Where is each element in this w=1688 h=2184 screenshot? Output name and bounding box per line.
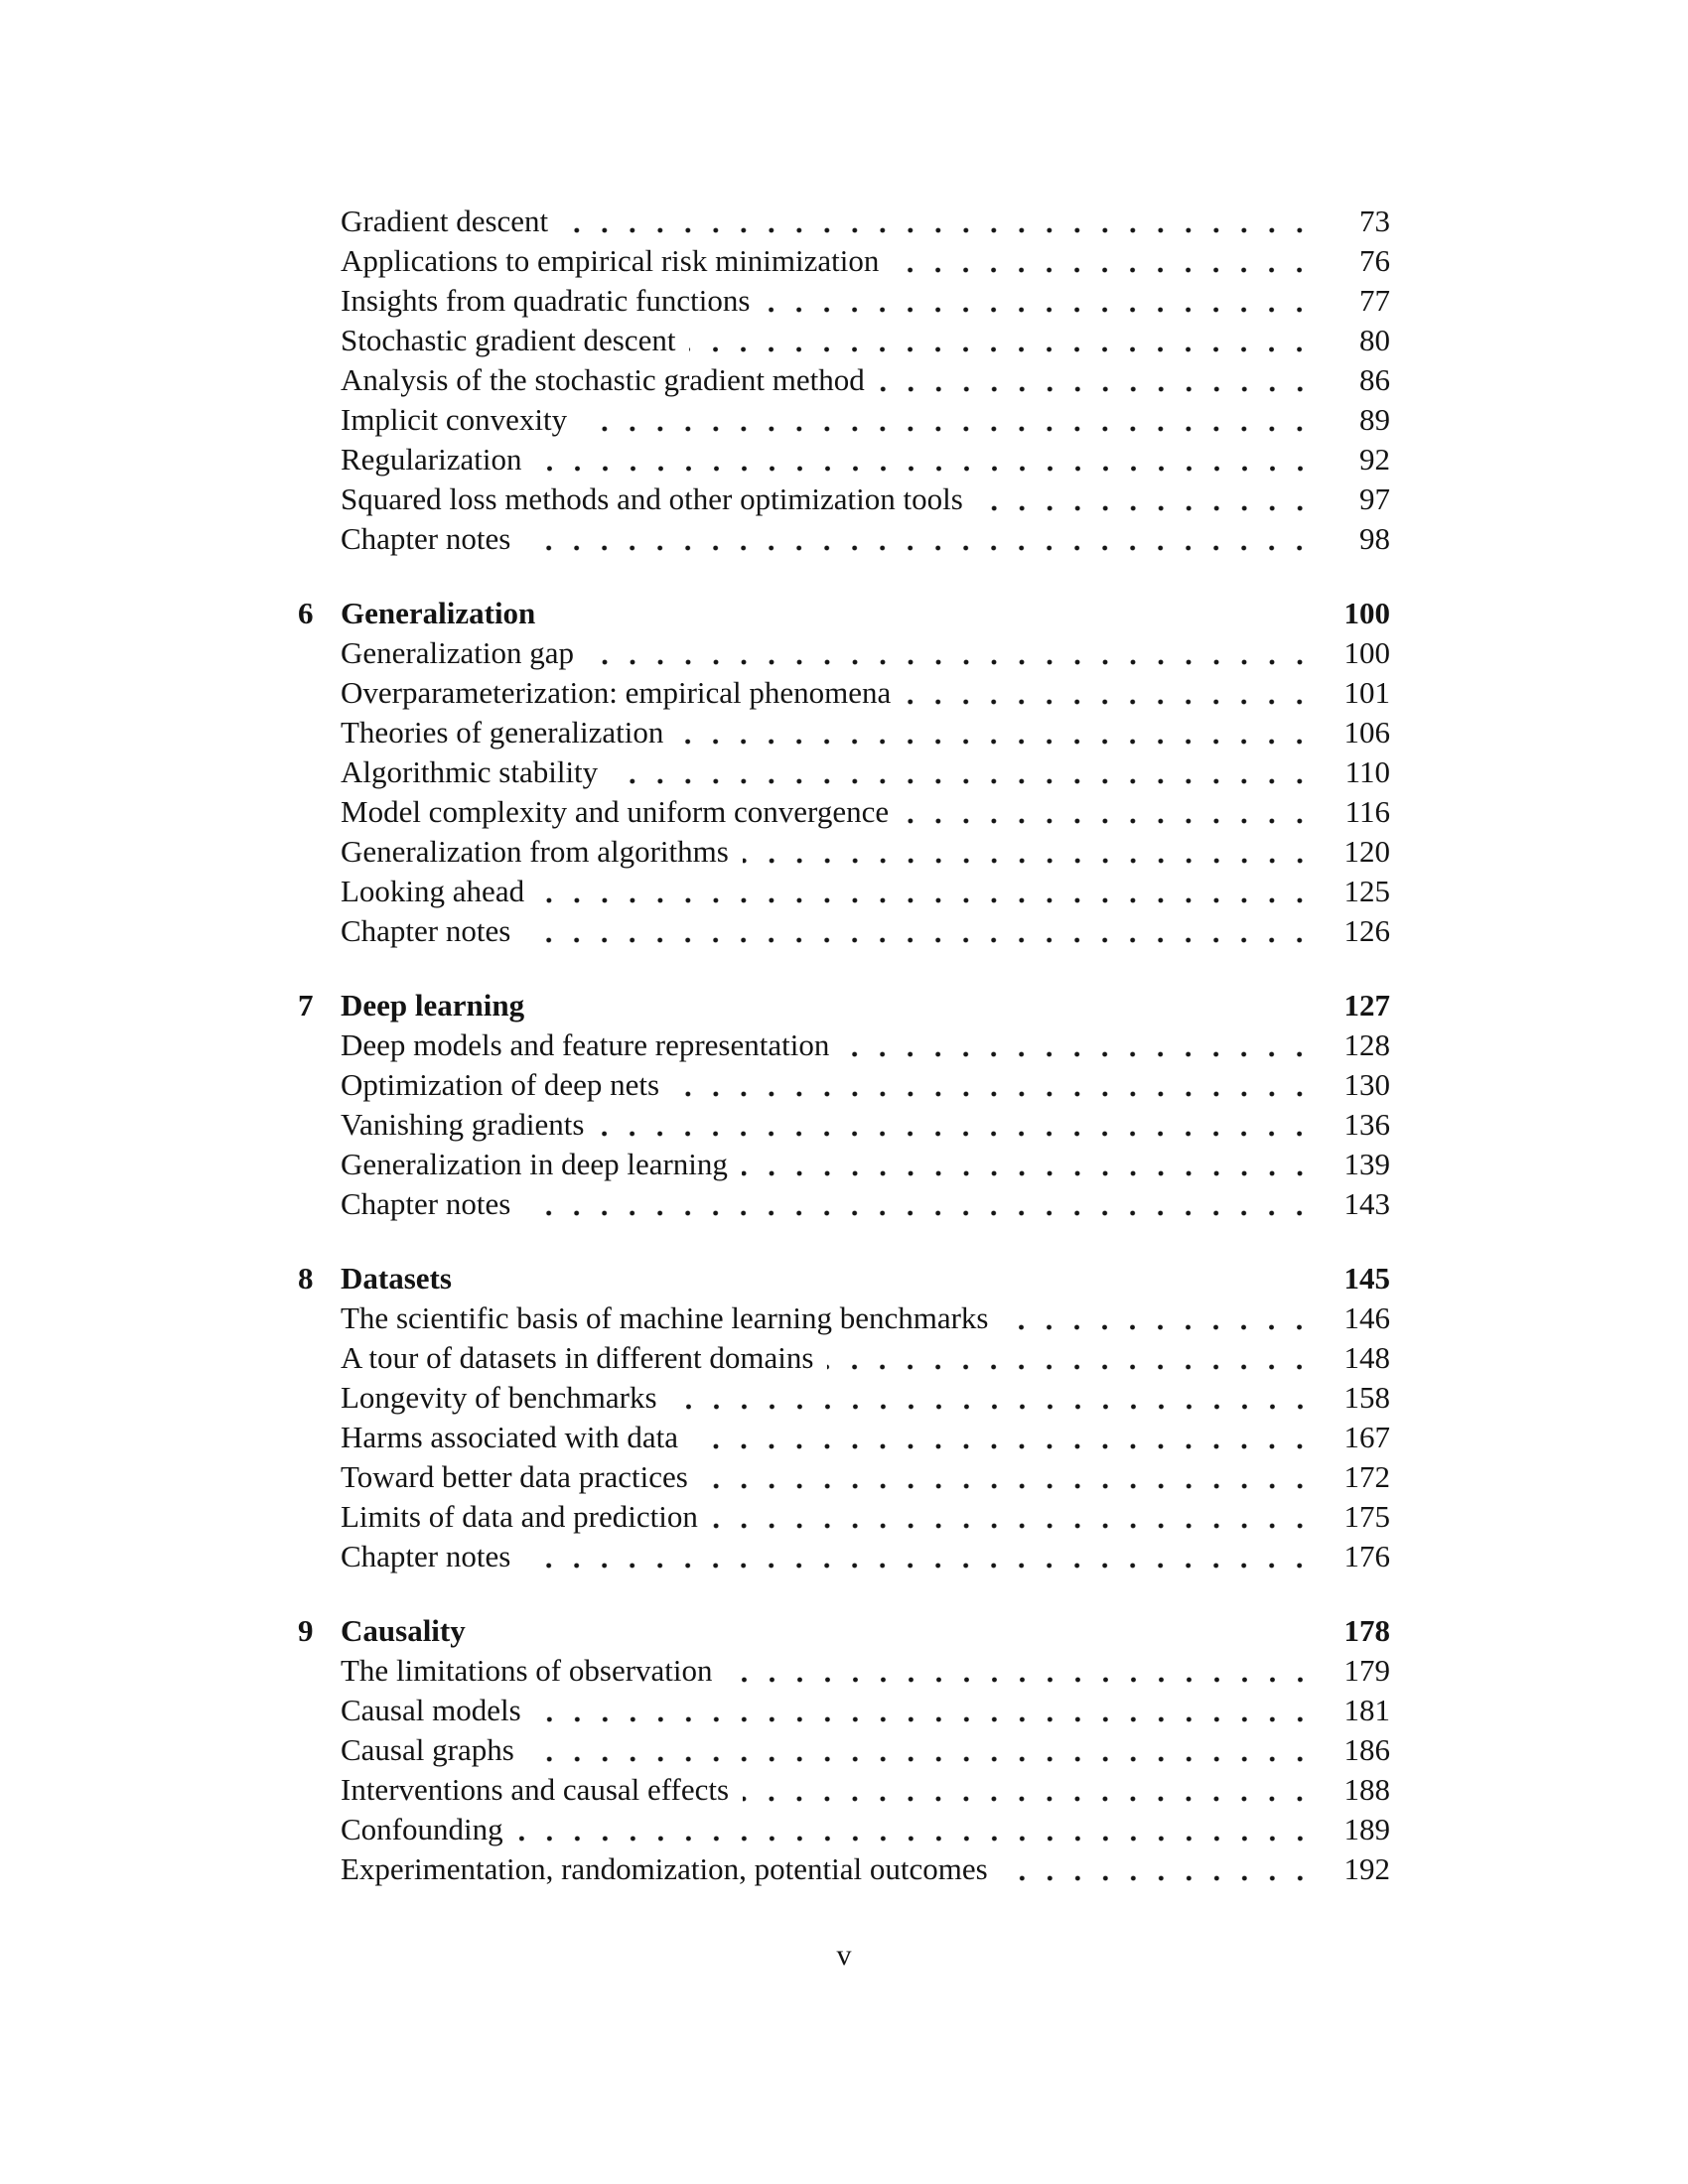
dot-leader [743,832,1315,872]
dot-leader [524,519,1315,559]
dot-leader [977,479,1315,519]
entry-title: Deep models and feature representation [341,1027,830,1062]
toc-chapter-heading [298,1259,1390,1298]
entry-title: Harms associated with data [341,1420,679,1454]
chapter-page-number: 100 [1343,596,1390,630]
entry-page-number: 130 [1343,1067,1390,1102]
entry-page-number: 128 [1343,1027,1390,1062]
entry-title: Chapter notes [341,1539,511,1573]
dot-leader [702,1457,1315,1497]
entry-page-number: 175 [1343,1499,1390,1534]
entry-page-number: 172 [1343,1459,1390,1494]
toc-entry [298,1457,1390,1497]
toc-entry [298,202,1390,241]
toc-entry [298,1025,1390,1065]
dot-leader [673,1065,1315,1105]
dot-leader [827,1338,1315,1378]
chapter-page-number: 178 [1343,1613,1390,1648]
dot-leader [1002,1849,1315,1889]
entry-page-number: 110 [1344,754,1390,789]
chapter-title: Causality [341,1613,466,1648]
dot-leader [588,633,1315,673]
toc-entry [298,713,1390,752]
toc-entry [298,1691,1390,1730]
toc-chapter-heading [298,594,1390,633]
dot-leader [536,440,1316,479]
entry-page-number: 181 [1343,1693,1390,1727]
toc-entry [298,1105,1390,1145]
dot-leader [743,1770,1315,1810]
entry-title: Experimentation, randomization, potential outcomes [341,1851,988,1886]
table-of-contents [298,202,1390,1889]
entry-page-number: 136 [1343,1107,1390,1142]
entry-page-number: 97 [1359,481,1390,516]
entry-title: Overparameterization: empirical phenomena [341,675,892,710]
entry-title: A tour of datasets in different domains [341,1340,814,1375]
entry-title: Gradient descent [341,204,549,238]
entry-title: Vanishing gradients [341,1107,585,1142]
dot-leader [879,360,1315,400]
entry-page-number: 101 [1343,675,1390,710]
toc-entry [298,1298,1390,1338]
chapter-title: Datasets [341,1261,452,1296]
toc-entry [298,1810,1390,1849]
dot-leader [742,1145,1315,1184]
toc-entry [298,1651,1390,1691]
toc-entry [298,752,1390,792]
entry-title: Regularization [341,442,522,477]
dot-leader [524,911,1315,951]
entry-title: Interventions and causal effects [341,1772,730,1807]
toc-entry [298,832,1390,872]
dot-leader [598,1105,1315,1145]
entry-page-number: 143 [1343,1186,1390,1221]
chapter-page-number: 145 [1343,1261,1390,1296]
dot-leader [1002,1298,1315,1338]
entry-title: Chapter notes [341,1186,511,1221]
dot-leader [562,202,1315,241]
toc-block [298,594,1390,951]
toc-entry [298,400,1390,440]
dot-leader [712,1497,1315,1537]
entry-page-number: 188 [1343,1772,1390,1807]
entry-title: Causal models [341,1693,521,1727]
entry-page-number: 148 [1343,1340,1390,1375]
entry-page-number: 120 [1343,834,1390,869]
entry-page-number: 86 [1359,362,1390,397]
entry-title: Confounding [341,1812,503,1846]
entry-title: Squared loss methods and other optimization tools [341,481,963,516]
entry-title: Limits of data and prediction [341,1499,698,1534]
entry-page-number: 139 [1343,1147,1390,1181]
entry-title: Algorithmic stability [341,754,599,789]
toc-entry [298,281,1390,321]
dot-leader [764,281,1315,321]
entry-page-number: 146 [1343,1300,1390,1335]
entry-page-number: 176 [1343,1539,1390,1573]
toc-entry [298,633,1390,673]
toc-entry [298,1145,1390,1184]
entry-title: Generalization gap [341,635,574,670]
entry-title: Stochastic gradient descent [341,323,676,357]
toc-entry [298,519,1390,559]
toc-entry [298,673,1390,713]
entry-title: Applications to empirical risk minimization [341,243,880,278]
dot-leader [903,792,1315,832]
toc-entry [298,911,1390,951]
toc-entry [298,241,1390,281]
chapter-title: Deep learning [341,988,525,1023]
entry-page-number: 76 [1359,243,1390,278]
entry-title: Analysis of the stochastic gradient method [341,362,865,397]
toc-block [298,1611,1390,1889]
chapter-number: 7 [298,988,314,1023]
entry-page-number: 92 [1359,442,1390,477]
entry-title: Chapter notes [341,913,511,948]
entry-title: The scientific basis of machine learning benchmarks [341,1300,989,1335]
dot-leader [538,872,1315,911]
toc-entry [298,1418,1390,1457]
dot-leader [612,752,1315,792]
entry-page-number: 77 [1359,283,1390,318]
entry-page-number: 125 [1343,874,1390,908]
entry-page-number: 106 [1343,715,1390,750]
entry-title: Longevity of benchmarks [341,1380,657,1415]
entry-page-number: 89 [1359,402,1390,437]
chapter-page-number: 127 [1343,988,1390,1023]
toc-entry [298,360,1390,400]
dot-leader [692,1418,1315,1457]
toc-block [298,202,1390,559]
toc-entry [298,1537,1390,1576]
entry-page-number: 80 [1359,323,1390,357]
entry-title: Insights from quadratic functions [341,283,751,318]
dot-leader [517,1810,1315,1849]
entry-page-number: 158 [1343,1380,1390,1415]
toc-entry [298,792,1390,832]
dot-leader [581,400,1315,440]
entry-title: Model complexity and uniform convergence [341,794,890,829]
entry-page-number: 186 [1343,1732,1390,1767]
dot-leader [843,1025,1315,1065]
toc-block [298,986,1390,1224]
toc-entry [298,1065,1390,1105]
entry-page-number: 116 [1344,794,1390,829]
entry-title: Causal graphs [341,1732,514,1767]
entry-page-number: 126 [1343,913,1390,948]
chapter-title: Generalization [341,596,536,630]
toc-entry [298,321,1390,360]
toc-entry [298,1730,1390,1770]
dot-leader [893,241,1315,281]
entry-title: Toward better data practices [341,1459,688,1494]
entry-title: Theories of generalization [341,715,664,750]
dot-leader [905,673,1315,713]
entry-page-number: 192 [1343,1851,1390,1886]
entry-page-number: 189 [1343,1812,1390,1846]
toc-entry [298,479,1390,519]
entry-title: Chapter notes [341,521,511,556]
dot-leader [535,1691,1315,1730]
dot-leader [524,1537,1315,1576]
chapter-number: 8 [298,1261,314,1296]
dot-leader [524,1184,1315,1224]
entry-title: The limitations of observation [341,1653,713,1688]
footer-page-number: v [836,1939,852,1972]
toc-entry [298,1378,1390,1418]
toc-block [298,1259,1390,1576]
entry-page-number: 167 [1343,1420,1390,1454]
toc-entry [298,1770,1390,1810]
dot-leader [689,321,1315,360]
entry-title: Optimization of deep nets [341,1067,660,1102]
entry-title: Implicit convexity [341,402,568,437]
dot-leader [671,1378,1315,1418]
toc-entry [298,440,1390,479]
dot-leader [528,1730,1315,1770]
entry-page-number: 100 [1343,635,1390,670]
entry-page-number: 73 [1359,204,1390,238]
toc-entry [298,1849,1390,1889]
chapter-number: 6 [298,596,314,630]
entry-title: Generalization from algorithms [341,834,729,869]
toc-entry [298,1338,1390,1378]
chapter-number: 9 [298,1613,314,1648]
toc-chapter-heading [298,1611,1390,1651]
toc-entry [298,872,1390,911]
dot-leader [727,1651,1315,1691]
entry-page-number: 98 [1359,521,1390,556]
dot-leader [677,713,1315,752]
entry-page-number: 179 [1343,1653,1390,1688]
toc-chapter-heading [298,986,1390,1025]
entry-title: Generalization in deep learning [341,1147,728,1181]
toc-entry [298,1497,1390,1537]
entry-title: Looking ahead [341,874,525,908]
toc-entry [298,1184,1390,1224]
